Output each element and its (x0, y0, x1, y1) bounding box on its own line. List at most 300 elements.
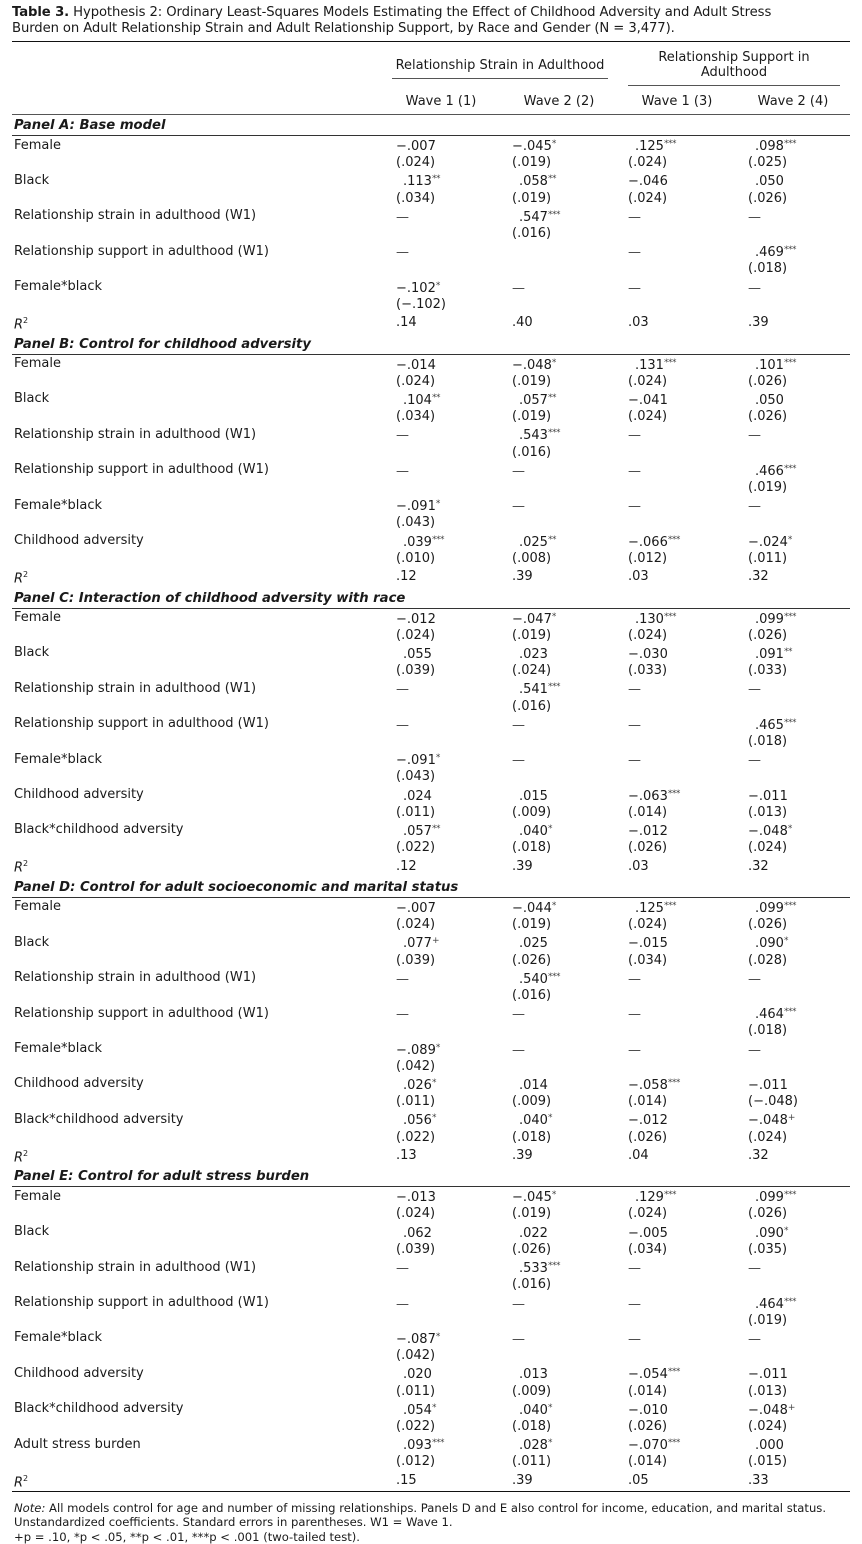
coefficient-value: — (748, 280, 761, 296)
coefficient-value: — (628, 428, 641, 444)
standard-error-cell: (.016) (512, 698, 552, 714)
coefficient-cell (500, 532, 618, 551)
standard-error-cell: (.024) (396, 155, 436, 171)
standard-error-cell: (.026) (748, 373, 788, 389)
standard-error-cell: (.024) (396, 1206, 436, 1222)
coefficient-value: .022 (519, 1225, 548, 1241)
standard-error-cell (618, 988, 736, 1004)
standard-error-cell (618, 1313, 736, 1329)
r-squared-label (12, 856, 382, 877)
standard-error-cell: (.026) (628, 1418, 668, 1434)
r-squared-value: .39 (748, 315, 769, 331)
r-squared-row (12, 567, 850, 588)
coefficient-value: −.046 (628, 174, 668, 190)
coefficient-row (12, 933, 850, 952)
coefficient-cell (500, 750, 618, 769)
blank-cell (12, 1313, 382, 1329)
coefficient-value: .131 (635, 357, 664, 373)
variable-label: Black*childhood adversity (14, 1111, 184, 1127)
coefficient-value: — (396, 1296, 409, 1312)
significance-marker: * (431, 1077, 436, 1088)
coefficient-value: .093 (403, 1438, 432, 1454)
standard-error-cell (500, 515, 618, 531)
coefficient-value: −.091 (396, 753, 436, 769)
coefficient-cell (500, 1435, 618, 1454)
standard-error-cell (500, 1348, 618, 1364)
coefficient-value: — (748, 428, 761, 444)
coefficient-value: .000 (755, 1438, 784, 1454)
standard-error-cell: (.034) (628, 952, 668, 968)
standard-error-cell: (.012) (628, 550, 668, 566)
blank-cell (12, 226, 382, 242)
panel-title: Panel A: Base model (12, 115, 850, 136)
coefficient-value: .090 (755, 936, 784, 952)
coefficient-value: −.013 (396, 1190, 436, 1206)
coefficient-cell (618, 354, 736, 374)
column-group-strain: Relationship Strain in Adulthood (382, 42, 618, 90)
standard-error-cell: (.024) (628, 1206, 668, 1222)
coefficient-cell (500, 1400, 618, 1419)
coefficient-cell (618, 1294, 736, 1313)
significance-marker: *** (667, 1367, 680, 1378)
blank-cell (12, 1206, 382, 1222)
variable-label: Black (14, 934, 50, 950)
coefficient-value: .465 (755, 717, 784, 733)
coefficient-row (12, 1364, 850, 1383)
variable-label: Black*childhood adversity (14, 822, 184, 838)
standard-error-cell (618, 769, 736, 785)
note-text: All models control for age and number of missing relationships. Panels D and E also control for income, education, and marital status. Unstandardized coefficients. Standard errors in parentheses. W1 = Wave 1. (14, 1501, 827, 1530)
blank-cell (12, 628, 382, 644)
coefficient-value: −.007 (396, 139, 436, 154)
r-squared-exponent: 2 (23, 316, 29, 326)
coefficient-value: .547 (519, 209, 548, 225)
coefficient-cell (736, 715, 850, 734)
blank-cell (12, 1384, 382, 1400)
coefficient-cell (618, 679, 736, 698)
coefficient-row (12, 390, 850, 409)
coefficient-cell (618, 242, 736, 261)
standard-error-cell (618, 1059, 736, 1075)
standard-error-row (12, 663, 850, 679)
panel-title: Panel B: Control for childhood adversity (12, 334, 850, 355)
coefficient-value: .050 (755, 392, 784, 408)
standard-error-row (12, 1023, 850, 1039)
standard-error-row (12, 1454, 850, 1470)
r-squared-symbol: R (14, 1150, 24, 1166)
standard-error-cell (500, 1023, 618, 1039)
significance-marker: ** (431, 392, 440, 403)
coefficient-cell (500, 1223, 618, 1242)
r-squared-value: .12 (396, 569, 417, 585)
standard-error-cell: (.013) (748, 804, 788, 820)
coefficient-cell (382, 933, 500, 952)
coefficient-cell (500, 496, 618, 515)
blank-cell (12, 191, 382, 207)
significance-marker: *** (783, 900, 796, 911)
coefficient-cell (736, 969, 850, 988)
coefficient-cell (500, 1329, 618, 1348)
standard-error-cell: (.018) (512, 840, 552, 856)
coefficient-cell (618, 715, 736, 734)
coefficient-cell (382, 425, 500, 444)
standard-error-cell (618, 1277, 736, 1293)
coefficient-value: −.030 (628, 646, 668, 662)
coefficient-value: — (396, 245, 409, 261)
coefficient-value: −.045 (512, 1190, 552, 1206)
significance-marker: * (435, 1331, 440, 1342)
variable-label: Female (14, 1188, 62, 1204)
column-header: Wave 1 (3) (618, 90, 736, 115)
standard-error-row (12, 226, 850, 242)
coefficient-cell (618, 1110, 736, 1129)
coefficient-cell (736, 644, 850, 663)
coefficient-cell (618, 1258, 736, 1277)
coefficient-row (12, 136, 850, 156)
coefficient-cell (382, 390, 500, 409)
standard-error-cell: (.042) (396, 1348, 436, 1364)
r-squared-value: .39 (512, 1147, 533, 1163)
coefficient-cell (382, 207, 500, 226)
coefficient-cell (382, 1329, 500, 1348)
coefficient-row (12, 1187, 850, 1207)
coefficient-cell (500, 821, 618, 840)
coefficient-cell (618, 1223, 736, 1242)
standard-error-cell (382, 261, 500, 277)
coefficient-value: .099 (755, 900, 784, 916)
coefficient-cell (382, 242, 500, 261)
coefficient-row (12, 715, 850, 734)
coefficient-value: .040 (519, 1402, 548, 1418)
significance-marker: *** (431, 1438, 444, 1449)
r-squared-exponent: 2 (23, 1148, 29, 1158)
blank-cell (12, 1130, 382, 1146)
column-header: Wave 2 (4) (736, 90, 850, 115)
blank-cell (12, 1454, 382, 1470)
significance-marker: *** (431, 534, 444, 545)
coefficient-value: — (512, 499, 525, 515)
standard-error-cell (500, 480, 618, 496)
standard-error-row (12, 734, 850, 750)
coefficient-cell (618, 207, 736, 226)
standard-error-row (12, 1242, 850, 1258)
standard-error-cell (736, 1348, 850, 1364)
coefficient-cell (500, 278, 618, 297)
coefficient-value: .015 (519, 788, 548, 804)
variable-label: Black (14, 391, 50, 407)
standard-error-row (12, 1277, 850, 1293)
coefficient-value: −.070 (628, 1438, 668, 1454)
coefficient-cell (736, 496, 850, 515)
coefficient-value: −.087 (396, 1331, 436, 1347)
standard-error-row (12, 409, 850, 425)
significance-marker: * (547, 823, 552, 834)
variable-label: Relationship support in adulthood (W1) (14, 716, 269, 732)
variable-label: Relationship support in adulthood (W1) (14, 462, 269, 478)
standard-error-cell (500, 1059, 618, 1075)
standard-error-cell (382, 1277, 500, 1293)
r-squared-value: .04 (628, 1147, 649, 1163)
r-squared-value: .32 (748, 858, 769, 874)
standard-error-cell: (.024) (396, 373, 436, 389)
blank-cell (12, 988, 382, 1004)
coefficient-value: — (628, 753, 641, 769)
coefficient-row (12, 496, 850, 515)
coefficient-value: — (748, 753, 761, 769)
coefficient-cell (500, 1294, 618, 1313)
significance-marker: ** (431, 823, 440, 834)
standard-error-row (12, 699, 850, 715)
standard-error-row (12, 261, 850, 277)
standard-error-row (12, 1384, 850, 1400)
standard-error-cell: (.011) (396, 1383, 436, 1399)
coefficient-value: .013 (519, 1367, 548, 1383)
standard-error-cell: (.011) (748, 550, 788, 566)
coefficient-cell (618, 171, 736, 190)
table-caption (12, 5, 850, 36)
coefficient-cell (500, 786, 618, 805)
r-squared-symbol: R (14, 571, 24, 587)
coefficient-cell (500, 715, 618, 734)
standard-error-cell: (.026) (512, 1241, 552, 1257)
coefficient-cell (500, 1040, 618, 1059)
coefficient-cell (500, 933, 618, 952)
standard-error-row (12, 551, 850, 567)
coefficient-value: −.054 (628, 1367, 668, 1383)
coefficient-value: −.048 (748, 1113, 788, 1129)
significance-marker: *** (783, 357, 796, 368)
coefficient-cell (382, 1110, 500, 1129)
coefficient-value: — (628, 971, 641, 987)
coefficient-row (12, 608, 850, 628)
coefficient-value: — (748, 682, 761, 698)
coefficient-value: .129 (635, 1190, 664, 1206)
coefficient-cell (618, 1187, 736, 1207)
coefficient-value: — (512, 1296, 525, 1312)
coefficient-value: −.048 (748, 1402, 788, 1418)
standard-error-cell: (.011) (396, 1094, 436, 1110)
coefficient-value: .098 (755, 139, 784, 154)
coefficient-value: −.045 (512, 139, 552, 154)
standard-error-cell (618, 297, 736, 313)
standard-error-cell (736, 1277, 850, 1293)
standard-error-cell: (.015) (748, 1454, 788, 1470)
standard-error-cell: (.022) (396, 1418, 436, 1434)
coefficient-row (12, 354, 850, 374)
coefficient-cell (500, 644, 618, 663)
standard-error-cell: (.018) (748, 733, 788, 749)
coefficient-cell (618, 897, 736, 917)
r-squared-value: .32 (748, 569, 769, 585)
standard-error-cell: (.034) (396, 190, 436, 206)
standard-error-cell: (.034) (628, 1241, 668, 1257)
coefficient-cell (500, 242, 618, 261)
coefficient-value: −.007 (396, 900, 436, 916)
standard-error-row (12, 374, 850, 390)
coefficient-cell (382, 715, 500, 734)
variable-label: Black*childhood adversity (14, 1401, 184, 1417)
coefficient-cell (736, 532, 850, 551)
r-squared-value: .39 (512, 569, 533, 585)
standard-error-cell: (.014) (628, 804, 668, 820)
variable-label: Childhood adversity (14, 533, 144, 549)
coefficient-value: — (512, 1007, 525, 1023)
standard-error-cell (500, 261, 618, 277)
blank-cell (12, 261, 382, 277)
standard-error-row (12, 515, 850, 531)
coefficient-cell (382, 897, 500, 917)
coefficient-row (12, 969, 850, 988)
panel-header-row (12, 588, 850, 609)
coefficient-row (12, 171, 850, 190)
coefficient-row (12, 242, 850, 261)
significance-legend: +p = .10, *p < .05, **p < .01, ***p < .001 (two-tailed test). (14, 1529, 360, 1544)
standard-error-cell: (.009) (512, 804, 552, 820)
coefficient-value: .099 (755, 611, 784, 627)
variable-label: Female (14, 610, 62, 626)
coefficient-cell (382, 821, 500, 840)
standard-error-cell: (.028) (748, 952, 788, 968)
significance-marker: ** (547, 392, 556, 403)
blank-cell (12, 805, 382, 821)
coefficient-cell (736, 354, 850, 374)
significance-marker: *** (547, 971, 560, 982)
significance-marker: * (435, 280, 440, 291)
standard-error-row (12, 917, 850, 933)
r-squared-label (12, 1471, 382, 1492)
variable-label: Relationship support in adulthood (W1) (14, 1005, 269, 1021)
variable-label: Relationship strain in adulthood (W1) (14, 680, 257, 696)
standard-error-cell: (.012) (396, 1454, 436, 1470)
coefficient-value: .023 (519, 646, 548, 662)
column-header: Wave 1 (1) (382, 90, 500, 115)
standard-error-row (12, 297, 850, 313)
coefficient-value: .113 (403, 174, 432, 190)
coefficient-cell (500, 171, 618, 190)
standard-error-cell (382, 445, 500, 461)
standard-error-cell (382, 1023, 500, 1039)
variable-label: Relationship strain in adulthood (W1) (14, 426, 257, 442)
panel-header-row (12, 1166, 850, 1187)
blank-cell (12, 297, 382, 313)
significance-marker: * (551, 139, 556, 149)
variable-label: Female*black (14, 1330, 103, 1346)
coefficient-cell (736, 1187, 850, 1207)
standard-error-cell (382, 226, 500, 242)
significance-marker: * (435, 1042, 440, 1053)
coefficient-value: — (628, 1042, 641, 1058)
significance-marker: ** (547, 174, 556, 185)
coefficient-cell (382, 644, 500, 663)
coefficient-cell (618, 786, 736, 805)
significance-marker: ** (547, 534, 556, 545)
coefficient-cell (736, 136, 850, 156)
coefficient-value: — (748, 499, 761, 515)
coefficient-cell (382, 1364, 500, 1383)
standard-error-cell: (.043) (396, 769, 436, 785)
coefficient-value: — (628, 682, 641, 698)
standard-error-cell (382, 988, 500, 1004)
coefficient-cell (382, 1258, 500, 1277)
coefficient-value: — (512, 753, 525, 769)
r-squared-value: .39 (512, 1472, 533, 1488)
coefficient-cell (618, 969, 736, 988)
coefficient-value: — (396, 428, 409, 444)
standard-error-cell: (.026) (748, 917, 788, 933)
significance-marker: * (551, 611, 556, 622)
blank-cell (12, 1094, 382, 1110)
coefficient-value: −.058 (628, 1077, 668, 1093)
coefficient-cell (618, 1400, 736, 1419)
coefficient-cell (736, 171, 850, 190)
coefficient-cell (736, 390, 850, 409)
significance-marker: *** (663, 1190, 676, 1201)
variable-label: Female (14, 356, 62, 372)
r-squared-row (12, 856, 850, 877)
coefficient-cell (500, 136, 618, 156)
standard-error-cell: (.018) (748, 261, 788, 277)
standard-error-cell (618, 445, 736, 461)
coefficient-cell (618, 1329, 736, 1348)
coefficient-cell (382, 461, 500, 480)
standard-error-cell (500, 1313, 618, 1329)
coefficient-cell (500, 679, 618, 698)
variable-label: Female*black (14, 497, 103, 513)
coefficient-cell (736, 461, 850, 480)
significance-marker: *** (663, 611, 676, 622)
standard-error-cell: (.019) (748, 479, 788, 495)
standard-error-cell: (.022) (396, 1129, 436, 1145)
standard-error-cell: (.033) (628, 663, 668, 679)
blank-cell (12, 769, 382, 785)
coefficient-value: .054 (403, 1402, 432, 1418)
significance-marker: *** (783, 611, 796, 622)
variable-label: Relationship strain in adulthood (W1) (14, 1259, 257, 1275)
coefficient-value: — (748, 1331, 761, 1347)
standard-error-cell (618, 1023, 736, 1039)
header-blank (12, 90, 382, 115)
coefficient-cell (500, 897, 618, 917)
standard-error-cell: (.019) (512, 627, 552, 643)
standard-error-cell: (.024) (628, 373, 668, 389)
standard-error-cell: (.011) (396, 804, 436, 820)
coefficient-value: .050 (755, 174, 784, 190)
coefficient-value: .057 (519, 392, 548, 408)
standard-error-cell: (.014) (628, 1094, 668, 1110)
standard-error-cell: (.026) (748, 1206, 788, 1222)
coefficient-cell (382, 171, 500, 190)
coefficient-value: .026 (403, 1077, 432, 1093)
standard-error-cell: (.042) (396, 1058, 436, 1074)
significance-marker: ** (431, 174, 440, 185)
blank-cell (12, 699, 382, 715)
blank-cell (12, 155, 382, 171)
panel-header-row (12, 334, 850, 355)
standard-error-cell: (.039) (396, 1241, 436, 1257)
coefficient-cell (618, 390, 736, 409)
variable-label: Black (14, 172, 50, 188)
coefficient-value: — (748, 1261, 761, 1277)
regression-table (12, 41, 850, 1492)
significance-marker: * (783, 1225, 788, 1236)
standard-error-cell (736, 769, 850, 785)
blank-cell (12, 953, 382, 969)
coefficient-cell (382, 278, 500, 297)
standard-error-cell: (.022) (396, 840, 436, 856)
coefficient-cell (618, 496, 736, 515)
coefficient-value: — (628, 463, 641, 479)
coefficient-row (12, 1004, 850, 1023)
